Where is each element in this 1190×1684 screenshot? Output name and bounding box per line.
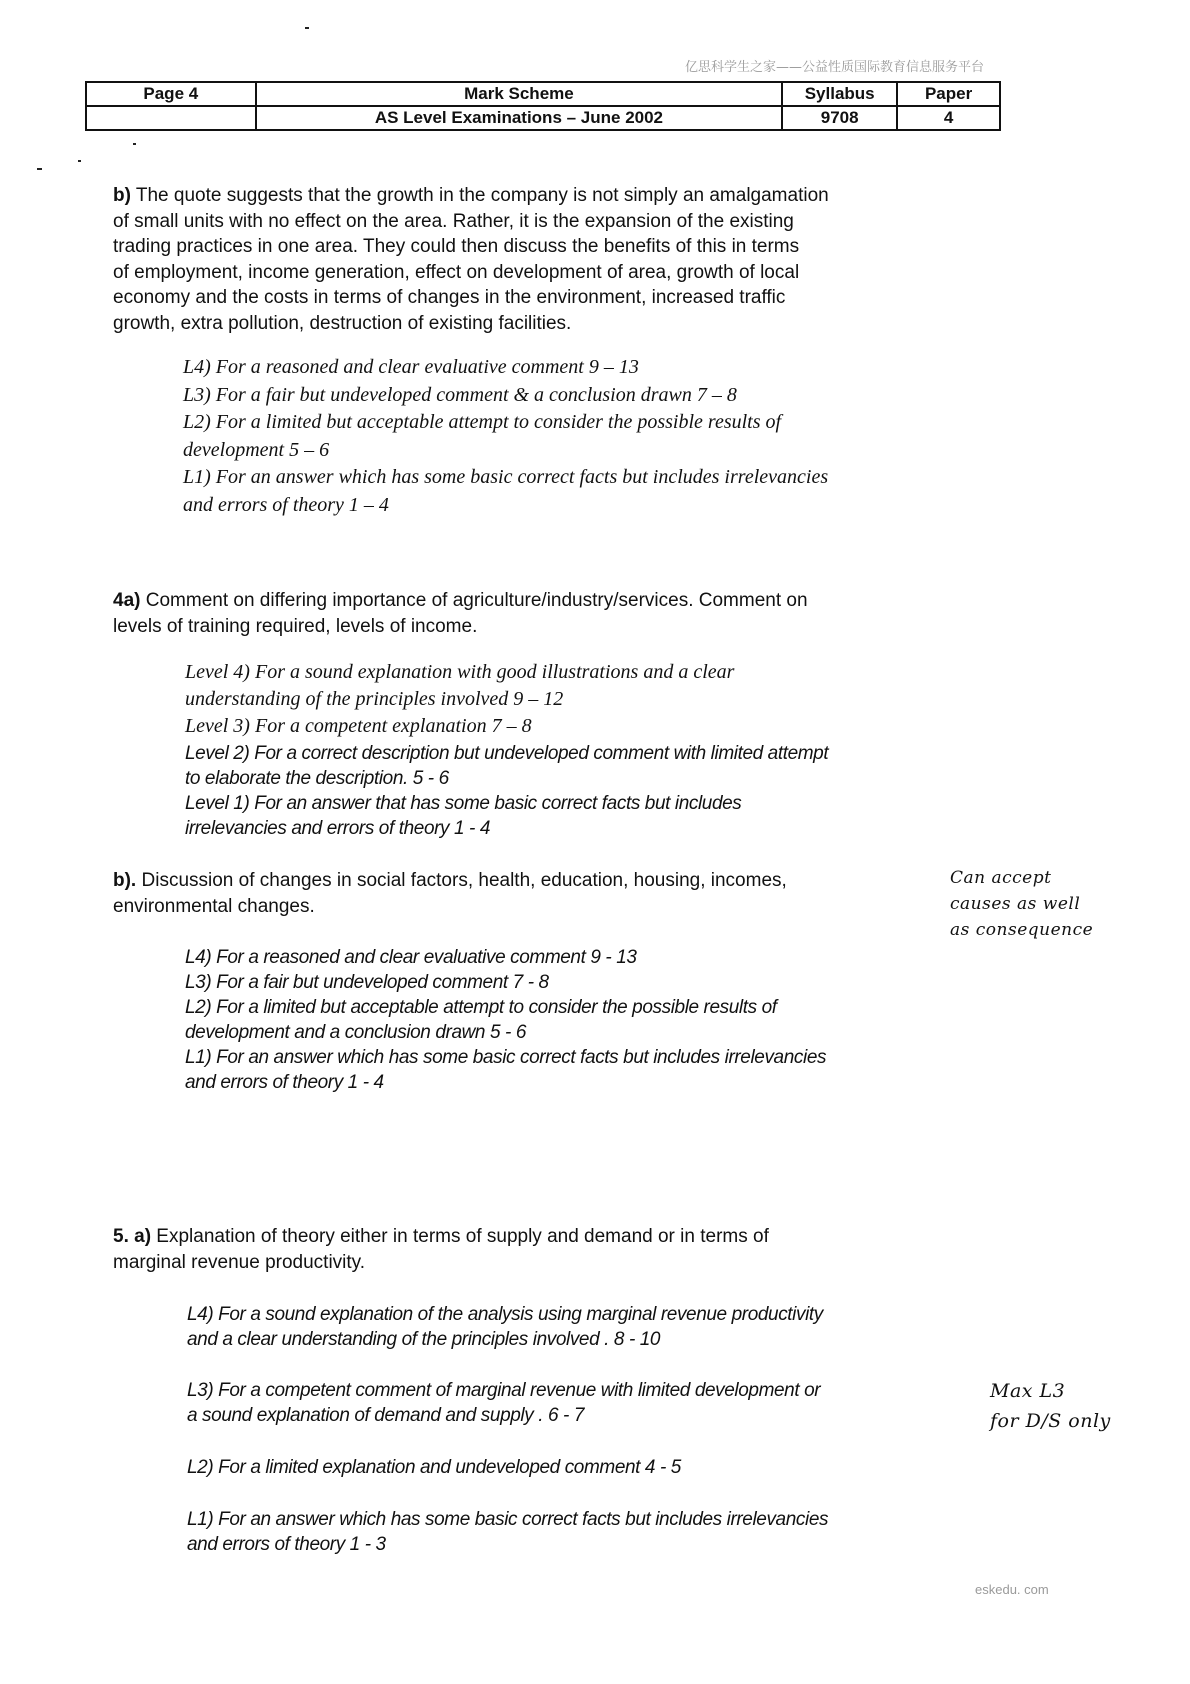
scan-speck [37, 168, 42, 170]
document-title: Mark Scheme [256, 82, 783, 106]
question-5a-level-4: L4) For a sound explanation of the analysis using marginal revenue productivity and a clear understanding of the principles involved . 8 - 10 [187, 1304, 823, 1350]
level-4: L4) For a reasoned and clear evaluative comment 9 – 13 [183, 356, 639, 378]
question-4a-text: 4a) Comment on differing importance of agriculture/industry/services. Comment on levels of training required, levels of income. [113, 590, 808, 637]
scan-speck [133, 143, 136, 145]
level-2-cont: development and a conclusion drawn 5 - 6 [185, 1022, 527, 1043]
question-5a-text: 5. a) Explanation of theory either in terms of supply and demand or in terms of marginal revenue productivity. [113, 1226, 769, 1273]
handwritten-note-4b: Can accept causes as well as consequence [950, 868, 1094, 940]
scan-speck [78, 160, 81, 162]
watermark-bottom: eskedu. com [975, 1582, 1049, 1597]
level-1: L1) For an answer which has some basic correct facts but includes irrelevancies [185, 1047, 827, 1068]
question-label: b) [113, 185, 131, 206]
level-2-cont: to elaborate the description. 5 - 6 [185, 768, 449, 789]
page-number: Page 4 [86, 82, 256, 106]
level-1: L1) For an answer which has some basic correct facts but includes irrelevancies [183, 466, 829, 488]
header-empty-cell [86, 106, 256, 130]
level-1: Level 1) For an answer that has some basic correct facts but includes [185, 793, 742, 814]
level-3: Level 3) For a competent explanation 7 – 8 [185, 715, 532, 737]
scan-speck [305, 27, 309, 29]
syllabus-label: Syllabus [782, 82, 897, 106]
question-label: 5. a) [113, 1226, 152, 1247]
question-4b-levels [185, 945, 985, 1095]
level-3: L3) For a fair but undeveloped comment & a conclusion drawn 7 – 8 [183, 383, 737, 406]
question-3b-text: b) The quote suggests that the growth in the company is not simply an amalgamation of small units with no effect on the area. Rather, it is the expansion of the existing trading practices in one area. They could then discuss the benefits of this in terms of employment, income generation, effect on development of area, growth of local economy and the costs in terms of changes in the environment, increased traffic growth, extra pollution, destruction of existing facilities. [113, 185, 829, 334]
level-3: L3) For a fair but undeveloped comment 7 - 8 [185, 972, 549, 993]
question-label: 4a) [113, 590, 141, 611]
question-4a-levels-sans [185, 741, 985, 841]
question-3b-levels [183, 354, 983, 519]
level-4-cont: understanding of the principles involved 9 – 12 [185, 688, 564, 710]
syllabus-code: 9708 [782, 106, 897, 130]
level-4: L4) For a reasoned and clear evaluative comment 9 - 13 [185, 947, 637, 968]
question-5a-level-2: L2) For a limited explanation and undeveloped comment 4 - 5 [187, 1457, 681, 1478]
level-4: Level 4) For a sound explanation with good illustrations and a clear [185, 661, 735, 683]
paper-number: 4 [897, 106, 1000, 130]
level-1-cont: irrelevancies and errors of theory 1 - 4 [185, 818, 491, 839]
level-2: L2) For a limited but acceptable attempt to consider the possible results of [185, 997, 777, 1018]
question-4a-levels-serif [185, 659, 985, 740]
exam-session: AS Level Examinations – June 2002 [256, 106, 783, 130]
level-2-cont: development 5 – 6 [183, 438, 330, 461]
question-5a-level-3: L3) For a competent comment of marginal revenue with limited development or a sound explanation of demand and supply . 6 - 7 [187, 1380, 821, 1426]
question-label: b). [113, 870, 137, 891]
question-5a-level-1: L1) For an answer which has some basic correct facts but includes irrelevancies and errors of theory 1 - 3 [187, 1509, 829, 1555]
level-2: Level 2) For a correct description but undeveloped comment with limited attempt [185, 743, 829, 764]
watermark-top: 亿思科学生之家——公益性质国际教育信息服务平台 [685, 60, 985, 75]
level-1-cont: and errors of theory 1 – 4 [183, 493, 389, 516]
paper-label: Paper [897, 82, 1000, 106]
question-4b-text: b). Discussion of changes in social factors, health, education, housing, incomes, environmental changes. [113, 870, 787, 917]
level-2: L2) For a limited but acceptable attempt to consider the possible results of [183, 411, 782, 433]
mark-scheme-header [85, 81, 1001, 131]
handwritten-note-5a: Max L3 for D/S only [990, 1380, 1111, 1432]
level-1-cont: and errors of theory 1 - 4 [185, 1072, 384, 1093]
